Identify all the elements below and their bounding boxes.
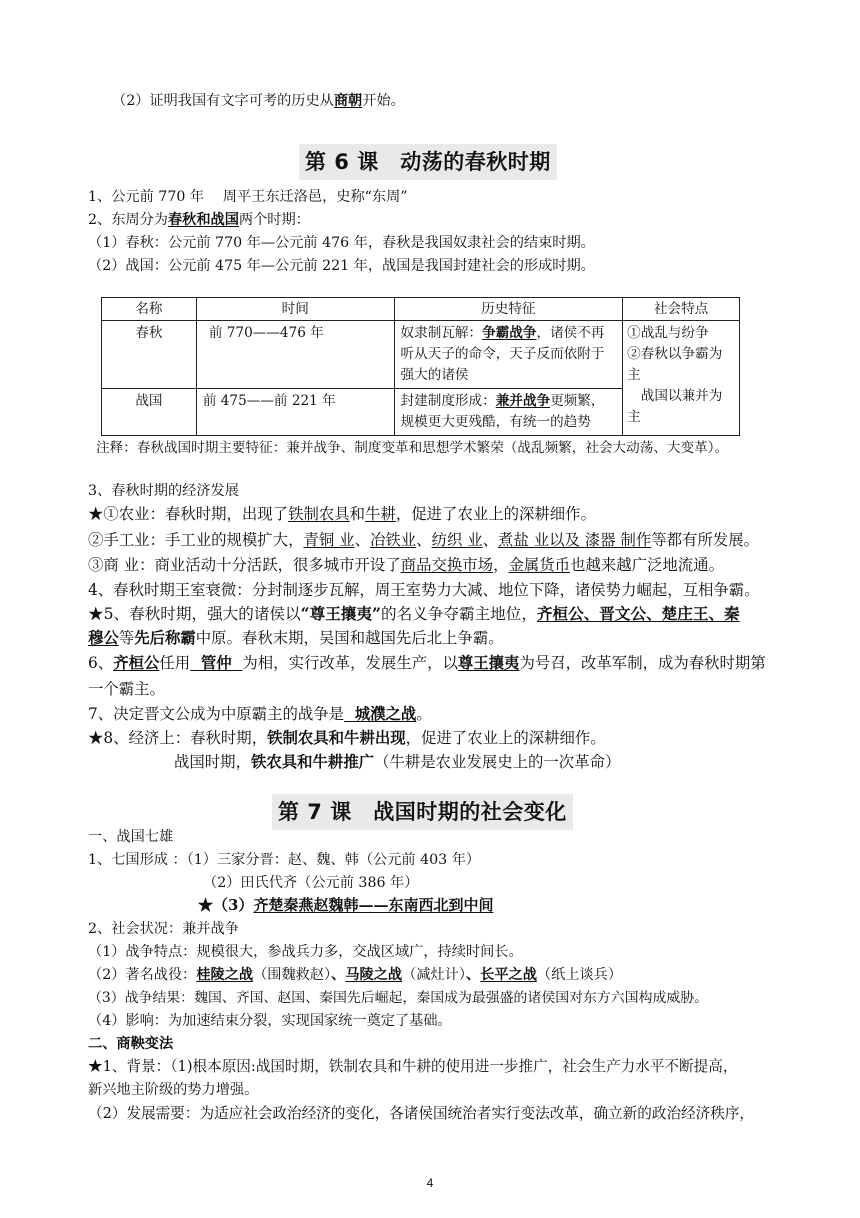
row-name-zhanguo: 战国	[102, 389, 197, 436]
social-point-3: 战国以兼并为主	[627, 388, 723, 425]
reform-background-2: 新兴地主阶级的势力增强。	[88, 1082, 259, 1098]
periods-table	[101, 297, 740, 436]
row-name-chunqiu: 春秋	[102, 321, 197, 389]
table-note: 注释：春秋战国时期主要特征：兼并战争、制度变革和思想学术繁荣（战乱频繁，社会大动荡、大变革）。	[96, 440, 729, 456]
spring-autumn-period-line: （1）春秋：公元前 770 年—公元前 476 年，春秋是我国奴隶社会的结束时期。	[88, 235, 595, 251]
header-features: 历史特征	[394, 298, 623, 321]
page-number: 4	[426, 1176, 434, 1190]
section-seven-states: 一、战国七雄	[88, 829, 174, 845]
point-1-eastern-zhou: 1、公元前 770 年 周平王东迁洛邑，史称“东周”	[88, 189, 408, 205]
formation-line-3: ★（3）齐楚秦燕赵魏韩——东南西北到中间	[198, 896, 494, 914]
formation-line-1: 1、七国形成 ：（1）三家分晋：赵、魏、韩（公元前 403 年）	[88, 852, 481, 868]
point-8-economy: ★8、经济上：春秋时期，铁制农具和牛耕出现，促进了农业上的深耕细作。	[88, 729, 606, 747]
point-6-duke-huan: 6、齐桓公任用 管仲 为相，实行改革，发展生产，以尊王攘夷为号召，改革军制，成为春秋时期第	[88, 654, 766, 672]
row-feature-chunqiu: 奴隶制瓦解：争霸战争，诸侯不再听从天子的命令，天子反而依附于强大的诸侯	[394, 321, 623, 389]
warring-states-period-line: （2）战国：公元前 475 年—公元前 221 年，战国是我国封建社会的形成时期。	[88, 258, 595, 274]
point-4-royal-decline: 4、春秋时期王室衰微：分封制逐步瓦解，周王室势力大减、地位下降，诸侯势力崛起，互相争霸。	[88, 581, 760, 599]
economy-agriculture: ★①农业：春秋时期，出现了铁制农具和牛耕，促进了农业上的深耕细作。	[88, 505, 596, 523]
shang-dynasty-line: （2）证明我国有文字可考的历史从商朝开始。	[112, 93, 405, 109]
economy-commerce: ③商 业：商业活动十分活跃，很多城市开设了商品交换市场，金属货币也越来越广泛地流通。	[88, 556, 724, 574]
point-2-periods: 2、东周分为春秋和战国两个时期：	[88, 212, 310, 228]
war-results: （3）战争结果：魏国、齐国、赵国、秦国先后崛起，秦国成为最强盛的诸侯国对东方六国构成威胁。	[88, 990, 709, 1006]
social-characteristics-cell	[623, 321, 740, 436]
social-point-1: ①战乱与纷争	[627, 325, 709, 341]
lesson-6-title: 第 6 课 动荡的春秋时期	[299, 144, 557, 180]
point-8-warring-states: 战国时期，铁农具和牛耕推广（牛耕是农业发展史上的一次革命）	[174, 753, 621, 771]
row-time-zhanguo: 前 475——前 221 年	[196, 389, 394, 436]
reform-development-need: （2）发展需要：为适应社会政治经济的变化，各诸侯国统治者实行变法改革，确立新的政治经济秩序，	[88, 1105, 755, 1122]
formation-line-2: （2）田氏代齐（公元前 386 年）	[203, 875, 419, 891]
point-5-hegemons-continued: 穆公等先后称霸中原。春秋末期，吴国和越国先后北上争霸。	[88, 629, 504, 647]
war-impact: （4）影响：为加速结束分裂，实现国家统一奠定了基础。	[88, 1013, 452, 1029]
table-header-row	[102, 298, 740, 321]
point-6-continued: 一个霸主。	[88, 680, 165, 698]
reform-background-1: ★1、背景：（1)根本原因:战国时期，铁制农具和牛耕的使用进一步推广，社会生产力水平不断提高，	[88, 1058, 738, 1075]
header-time: 时间	[196, 298, 394, 321]
row-time-chunqiu: 前 770——476 年	[196, 321, 394, 389]
row-feature-zhanguo: 封建制度形成：兼并战争更频繁，规模更大更残酷，有统一的趋势	[394, 389, 623, 436]
famous-battles: （2）著名战役：桂陵之战（围魏救赵）、马陵之战（减灶计）、长平之战（纸上谈兵）	[88, 967, 623, 983]
section-shang-yang-reform: 二、商鞅变法	[88, 1036, 174, 1052]
economy-handicraft: ②手工业：手工业的规模扩大，青铜 业、冶铁业、纺织 业、煮盐 业以及 漆器 制作等都有所发展。	[88, 531, 760, 549]
war-features: （1）战争特点：规模很大，参战兵力多，交战区域广，持续时间长。	[88, 944, 523, 960]
point-3-economy: 3、春秋时期的经济发展	[88, 483, 239, 499]
table-row	[102, 321, 740, 389]
header-social: 社会特点	[623, 298, 740, 321]
social-point-2: ②春秋以争霸为主	[627, 346, 723, 383]
social-conditions: 2、社会状况：兼并战争	[88, 921, 239, 937]
header-name: 名称	[102, 298, 197, 321]
point-7-chengpu: 7、决定晋文公成为中原霸主的战争是 城濮之战。	[88, 705, 432, 723]
lesson-7-title: 第 7 课 战国时期的社会变化	[272, 794, 573, 830]
point-5-hegemons: ★5、春秋时期，强大的诸侯以“尊王攘夷”的名义争夺霸主地位，齐桓公、晋文公、楚庄王、秦	[88, 604, 740, 623]
